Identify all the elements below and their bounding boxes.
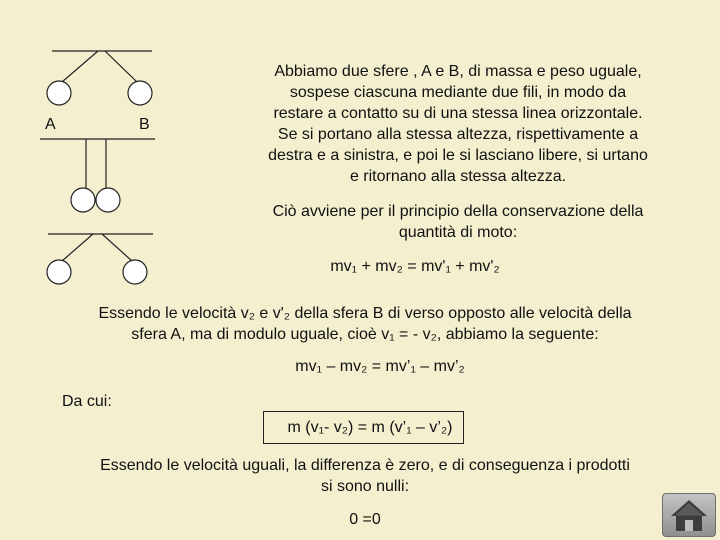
home-button[interactable] bbox=[662, 493, 716, 537]
da-cui-label: Da cui: bbox=[62, 393, 112, 410]
string-a-top bbox=[62, 51, 98, 82]
ball-b-middle bbox=[96, 188, 120, 212]
formula-difference: mv₁ – mv₂ = mv’₁ – mv’₂ bbox=[295, 358, 465, 375]
ball-a-middle bbox=[71, 188, 95, 212]
conclusion-line: Essendo le velocità uguali, la differenza è zero, e di conseguenza i prodotti bbox=[100, 457, 630, 474]
conclusion-paragraph bbox=[40, 455, 690, 497]
label-a: A bbox=[45, 116, 56, 133]
formula-momentum: mv₁ + mv₂ = mv'₁ + mv'₂ bbox=[330, 258, 500, 275]
ball-b-top bbox=[128, 81, 152, 105]
ball-b-bottom bbox=[123, 260, 147, 284]
formula-factored: m (v₁- v₂) = m (v’₁ – v’₂) bbox=[287, 419, 453, 436]
string-b-top bbox=[105, 51, 137, 82]
intro-paragraph bbox=[238, 61, 678, 187]
result-equation: 0 =0 bbox=[349, 511, 381, 528]
principle-line: Ciò avviene per il principio della conservazione della bbox=[272, 203, 644, 220]
pendulum-diagram bbox=[0, 0, 240, 300]
intro-line: sospese ciascuna mediante due fili, in modo da bbox=[289, 84, 627, 101]
intro-line: Se si portano alla stessa altezza, rispettivamente a bbox=[277, 126, 639, 143]
velocity-line: sfera A, ma di modulo uguale, cioè v₁ = - v₂, abbiamo la seguente: bbox=[131, 326, 599, 343]
principle-line: quantità di moto: bbox=[398, 224, 518, 241]
ball-a-top bbox=[47, 81, 71, 105]
intro-line: restare a contatto su di una stessa linea orizzontale. bbox=[273, 105, 643, 122]
ball-a-bottom bbox=[47, 260, 71, 284]
velocity-paragraph bbox=[40, 303, 690, 345]
string-a-bottom bbox=[62, 234, 93, 261]
home-icon bbox=[663, 494, 715, 536]
conclusion-line: si sono nulli: bbox=[320, 478, 410, 495]
label-b: B bbox=[139, 116, 150, 133]
string-b-bottom bbox=[102, 234, 132, 261]
velocity-line: Essendo le velocità v₂ e v'₂ della sfera B di verso opposto alle velocità della bbox=[98, 305, 632, 322]
intro-line: Abbiamo due sfere , A e B, di massa e peso uguale, bbox=[274, 63, 642, 80]
intro-line: destra e a sinistra, e poi le si lasciano libere, si urtano bbox=[268, 147, 648, 164]
principle-paragraph bbox=[238, 201, 678, 243]
intro-line: e ritornano alla stessa altezza. bbox=[349, 168, 567, 185]
